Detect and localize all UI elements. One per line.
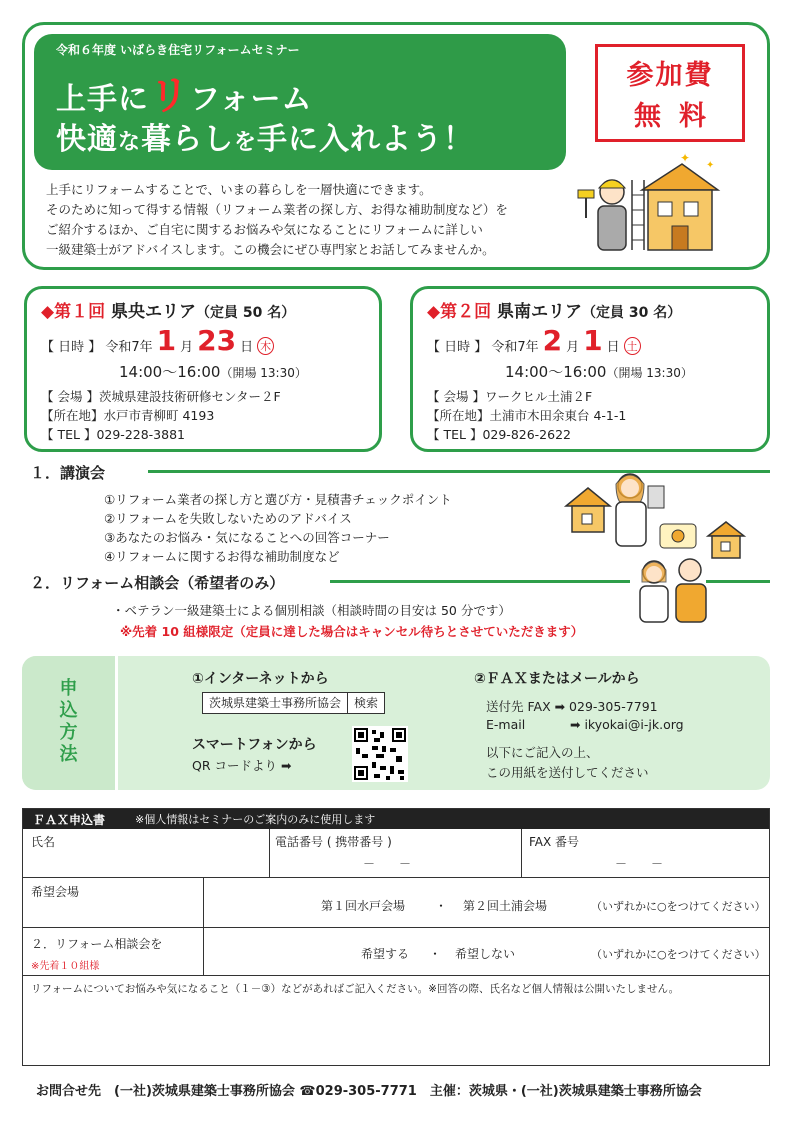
svg-text:✦: ✦ xyxy=(680,151,691,165)
session-2-capacity: （定員 30 名） xyxy=(582,305,682,321)
session-2-open: （開場 13:30） xyxy=(606,366,693,380)
search-button[interactable]: 検索 xyxy=(347,693,384,713)
form-header xyxy=(23,809,769,829)
fax-line: 送付先 FAX ➡ 029-305-7791 xyxy=(486,699,658,714)
consult-form-note: ※先着１０組様 xyxy=(31,961,100,972)
mail-value[interactable]: ➡ ikyokai@i-jk.org xyxy=(570,717,684,732)
search-box[interactable] xyxy=(202,692,385,714)
lecture-item-1: ①リフォーム業者の探し方と選び方・見積書チェックポイント xyxy=(104,492,452,507)
hero-l2-a: 快適 xyxy=(56,122,118,157)
fax-label: FAX 番号 xyxy=(529,835,580,849)
fee-line-1: 参加費 xyxy=(626,60,714,91)
name-label: 氏名 xyxy=(31,835,56,849)
session-2-time xyxy=(505,361,693,382)
session-1-month-unit: 月 xyxy=(180,340,194,355)
session-2-month-unit: 月 xyxy=(566,340,580,355)
session-1-day-unit: 日 xyxy=(240,340,254,355)
form-hline-1 xyxy=(23,877,769,878)
lecture-item-4: ④リフォームに関するお得な補助制度など xyxy=(104,549,340,564)
session-1-date xyxy=(41,324,274,357)
session-1-open: （開場 13:30） xyxy=(220,366,307,380)
app-label-char-2: 込 xyxy=(59,700,78,721)
smartphone-heading: スマートフォンから xyxy=(192,737,317,753)
mail-label: E-mail xyxy=(486,717,526,732)
hero-headline-2 xyxy=(56,114,474,158)
hero-l1-c: フォーム xyxy=(190,82,313,117)
session-1-title xyxy=(41,297,295,322)
internet-heading: ①インターネットから xyxy=(192,671,329,687)
hero-l2-c: 暮らし xyxy=(141,122,235,157)
lecture-item-2: ②リフォームを失敗しないためのアドバイス xyxy=(104,511,352,526)
session-2-day: 1 xyxy=(583,324,603,357)
lecture-title: １．講演会 xyxy=(30,464,106,482)
qr-code-icon[interactable] xyxy=(352,726,408,782)
session-2-day-unit: 日 xyxy=(606,340,620,355)
session-1-time xyxy=(119,361,307,382)
session-2-area: 県南エリア xyxy=(497,302,582,322)
venue-hint: （いずれかに○をつけてください） xyxy=(591,900,766,913)
intro-line-2: そのために知って得する情報（リフォーム業者の探し方、お得な補助制度など）を xyxy=(46,202,508,217)
form-title: ＦＡＸ申込書 xyxy=(33,812,106,827)
phone-label: 電話番号 ( 携帯番号 ) xyxy=(275,835,392,849)
session-1-address: 【所在地】水戸市青柳町 4193 xyxy=(41,408,215,423)
venue-separator: ・ xyxy=(435,899,448,913)
application-label xyxy=(22,656,118,790)
session-1-date-label: 【 日時 】 令和7年 xyxy=(41,340,153,355)
hero-subtitle: 令和６年度 いばらき住宅リフォームセミナー xyxy=(56,43,300,57)
form-note: ※個人情報はセミナーのご案内のみに使用します xyxy=(135,813,376,826)
venue-label: 希望会場 xyxy=(31,885,80,899)
session-1-venue: 【 会場 】茨城県建設技術研修センター２F xyxy=(41,389,281,404)
session-1-time-value: 14:00～16:00 xyxy=(119,363,221,381)
form-vline-1 xyxy=(269,829,270,877)
search-text: 茨城県建築士事務所協会 xyxy=(209,696,342,710)
app-label-char-4: 法 xyxy=(59,744,78,765)
app-label-char-1: 申 xyxy=(59,678,78,699)
app-label-char-3: 方 xyxy=(59,722,78,743)
form-vline-2 xyxy=(521,829,522,877)
session-1-day: 23 xyxy=(197,324,237,357)
session-2-time-value: 14:00～16:00 xyxy=(505,363,607,381)
venue-option-2[interactable]: 第２回土浦会場 xyxy=(463,899,548,913)
consult-form-label: ２．リフォーム相談会を xyxy=(31,937,163,951)
session-2-title xyxy=(427,297,681,322)
lecture-item-3: ③あなたのお悩み・気になることへの回答コーナー xyxy=(104,530,390,545)
session-2-tel: 【 TEL 】029-826-2622 xyxy=(427,427,571,442)
session-2-mark: ◆第２回 xyxy=(427,302,492,322)
hero-l1-b: リ xyxy=(149,73,190,119)
hero-banner xyxy=(34,34,566,170)
hero-l1-a: 上手に xyxy=(56,82,149,117)
apply-note-1: 以下にご記入の上、 xyxy=(486,745,599,760)
session-1-dow: 木 xyxy=(257,337,274,355)
session-2-date xyxy=(427,324,641,357)
consult-option-1[interactable]: 希望する xyxy=(361,947,410,961)
qr-text: QR コードより ➡ xyxy=(192,758,292,773)
intro-line-1: 上手にリフォームすることで、いまの暮らしを一層快適にできます。 xyxy=(46,182,432,197)
apply-note-2: この用紙を送付してください xyxy=(486,765,649,780)
session-2-month: 2 xyxy=(542,324,563,357)
free-text-area[interactable] xyxy=(27,999,765,1061)
session-2-dow: 土 xyxy=(624,337,641,355)
fax-dash: － － xyxy=(615,857,664,871)
session-1-area: 県央エリア xyxy=(111,302,196,322)
fax-form xyxy=(22,808,770,1066)
form-hline-3 xyxy=(23,975,769,976)
session-1-tel: 【 TEL 】029-228-3881 xyxy=(41,427,185,442)
session-2-address: 【所在地】土浦市木田余東台 4-1-1 xyxy=(427,408,627,423)
session-2-venue: 【 会場 】ワークヒル土浦２F xyxy=(427,389,593,404)
intro-line-3: ご紹介するほか、ご自宅に関するお悩みや気になることにリフォームに詳しい xyxy=(46,222,483,237)
fee-badge xyxy=(595,44,745,142)
fax-mail-heading: ②ＦＡＸまたはメールから xyxy=(474,671,640,687)
session-1-capacity: （定員 50 名） xyxy=(196,305,296,321)
venue-option-1[interactable]: 第１回水戸会場 xyxy=(321,899,406,913)
consult-line: ・ベテラン一級建築士による個別相談（相談時間の目安は 50 分です） xyxy=(112,603,511,618)
hero-l2-d: を xyxy=(234,130,258,155)
fee-line-2: 無料 xyxy=(634,101,724,132)
form-hline-2 xyxy=(23,927,769,928)
svg-text:✦: ✦ xyxy=(706,160,715,171)
consult-option-2[interactable]: 希望しない xyxy=(455,947,516,961)
couple-illustration xyxy=(628,552,718,624)
worker-house-illustration xyxy=(572,150,722,258)
hero-l2-b: な xyxy=(118,130,142,155)
consult-note: ※先着 10 組様限定（定員に達した場合はキャンセル待ちとさせていただきます） xyxy=(120,624,584,639)
session-2-box xyxy=(410,286,770,452)
consult-hint: （いずれかに○をつけてください） xyxy=(591,948,766,961)
consult-separator: ・ xyxy=(429,947,442,961)
session-1-mark: ◆第１回 xyxy=(41,302,106,322)
session-1-box xyxy=(24,286,382,452)
phone-dash: － － xyxy=(363,857,412,871)
footer-contact: お問合せ先 (一社)茨城県建築士事務所協会 ☎029-305-7771 主催：茨城県・(一社)茨城県建築士事務所協会 xyxy=(36,1084,702,1099)
free-text-label: リフォームについてお悩みや気になること（１－③）などがあればご記入ください。※回答の際、氏名など個人情報は公開いたしません。 xyxy=(31,983,680,995)
intro-line-4: 一級建築士がアドバイスします。この機会にぜひ専門家とお話してみませんか。 xyxy=(46,242,495,257)
hero-headline-1 xyxy=(56,64,313,121)
hero-l2-e: 手に入れよう！ xyxy=(257,122,475,157)
session-2-date-label: 【 日時 】 令和7年 xyxy=(427,340,539,355)
form-vline-3 xyxy=(203,877,204,975)
session-1-month: 1 xyxy=(156,324,177,357)
consult-title: ２．リフォーム相談会（希望者のみ） xyxy=(30,574,285,592)
consult-rule xyxy=(330,580,630,583)
